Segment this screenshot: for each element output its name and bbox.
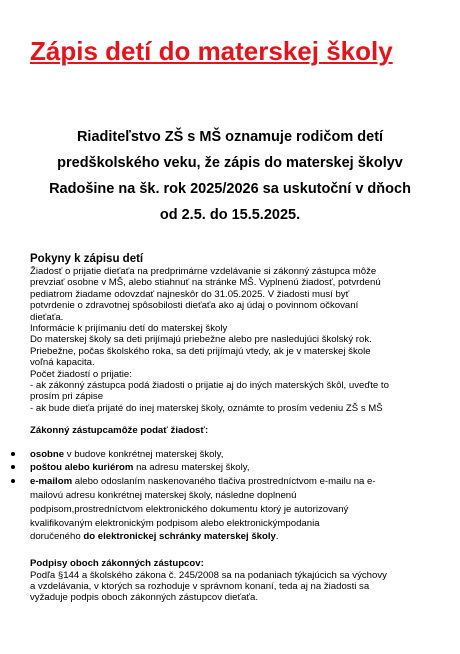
list-item <box>8 461 448 475</box>
announcement-line: Riaditeľstvo ZŠ s MŠ oznamuje rodičom detí <box>76 129 384 145</box>
announcement-line: predškolského veku, že zápis do materskej školyv <box>57 155 403 171</box>
text-line: - ak zákonný zástupca podá žiadosti o prijatie aj do iných materských škôl, uveďte to <box>30 380 389 392</box>
text-line: pediatrom žiadame odovzdať najneskôr do 31.05.2025. V žiadosti musí byť <box>30 288 350 300</box>
method-text: na adresu materskej školy, <box>133 462 250 474</box>
text-line: Žiadosť o prijatie dieťaťa na predprimárne vzdelávanie si zákonný zástupca môže <box>30 266 377 277</box>
text-line: podpisom,prostredníctvom elektronického dokumentu ktorý je autorizovaný <box>30 503 349 515</box>
text-line: voľná kapacita. <box>30 357 95 369</box>
text-line: prevziať osobne v MŠ, alebo stiahnuť na stránke MŠ. Vyplnenú žiadosť, potvrdenú <box>30 277 381 289</box>
text-line: Priebežne, počas školského roka, sa deti prijímajú vtedy, ak je v materskej škole <box>30 345 371 357</box>
text-line: - ak bude dieťa prijaté do inej materskej školy, oznámte to prosím vedeniu ZŠ s MŠ <box>30 402 383 414</box>
text-line: dieťaťa. <box>30 311 64 323</box>
instructions-paragraph <box>30 266 450 323</box>
signatures-paragraph <box>30 570 450 604</box>
text-line: potvrdenie o zdravotnej spôsobilosti dieťaťa ako aj údaj o povinnom očkovaní <box>30 300 359 312</box>
method-text: alebo odoslaním naskenovaného tlačiva prostredníctvom e-mailu na e- <box>72 476 376 488</box>
list-item <box>8 448 448 462</box>
method-label: osobne <box>30 448 65 460</box>
text-line: Podľa §144 a školského zákona č. 245/2008 sa na podaniach týkajúcich sa výchovy <box>30 569 387 581</box>
page-title: Zápis detí do materskej školy <box>30 36 393 66</box>
announcement-line: od 2.5. do 15.5.2025. <box>159 207 301 223</box>
bullet-icon <box>11 452 15 456</box>
bullet-icon <box>11 465 15 469</box>
submission-heading: Zákonný zástupcamôže podať žiadosť: <box>30 425 209 437</box>
admission-info <box>30 323 450 414</box>
text-line: Do materskej školy sa deti prijímajú priebežne alebo pre nasledujúci školský rok. <box>30 334 372 346</box>
method-label: e-mailom <box>30 476 73 488</box>
text-line: a vzdelávania, v ktorých sa rozhoduje v správnom konaní, teda aj na žiadosti sa <box>30 581 370 593</box>
instructions-heading: Pokyny k zápisu detí <box>30 253 144 265</box>
text-line: vyžaduje podpis oboch zákonných zástupcov dieťaťa. <box>30 592 258 604</box>
text-fragment: . <box>275 531 279 543</box>
submission-list <box>8 448 448 545</box>
text-line: mailovú adresu konkrétnej materskej školy, následne doplnenú <box>30 490 297 502</box>
text-line: Počet žiadostí o prijatie: <box>30 368 132 380</box>
method-label: do elektronickej schránky materskej školy <box>83 531 276 543</box>
text-line: Informácie k prijímaniu detí do materskej školy <box>30 323 228 335</box>
announcement <box>10 124 450 228</box>
method-text: v budove konkrétnej materskej školy, <box>64 448 224 460</box>
announcement-line: Radošine na šk. rok 2025/2026 sa uskutoční v dňoch <box>49 181 411 197</box>
list-item <box>8 475 448 544</box>
signatures-heading: Podpisy oboch zákonných zástupcov: <box>30 558 204 570</box>
document-body <box>30 253 450 604</box>
method-label: poštou alebo kuriérom <box>30 462 134 474</box>
text-line: kvalifikovaným elektronickým podpisom alebo elektronickýmpodania <box>30 517 320 529</box>
bullet-icon <box>11 479 15 483</box>
text-line: prosím pri zápise <box>30 391 104 403</box>
text-fragment: doručeného <box>30 531 84 543</box>
